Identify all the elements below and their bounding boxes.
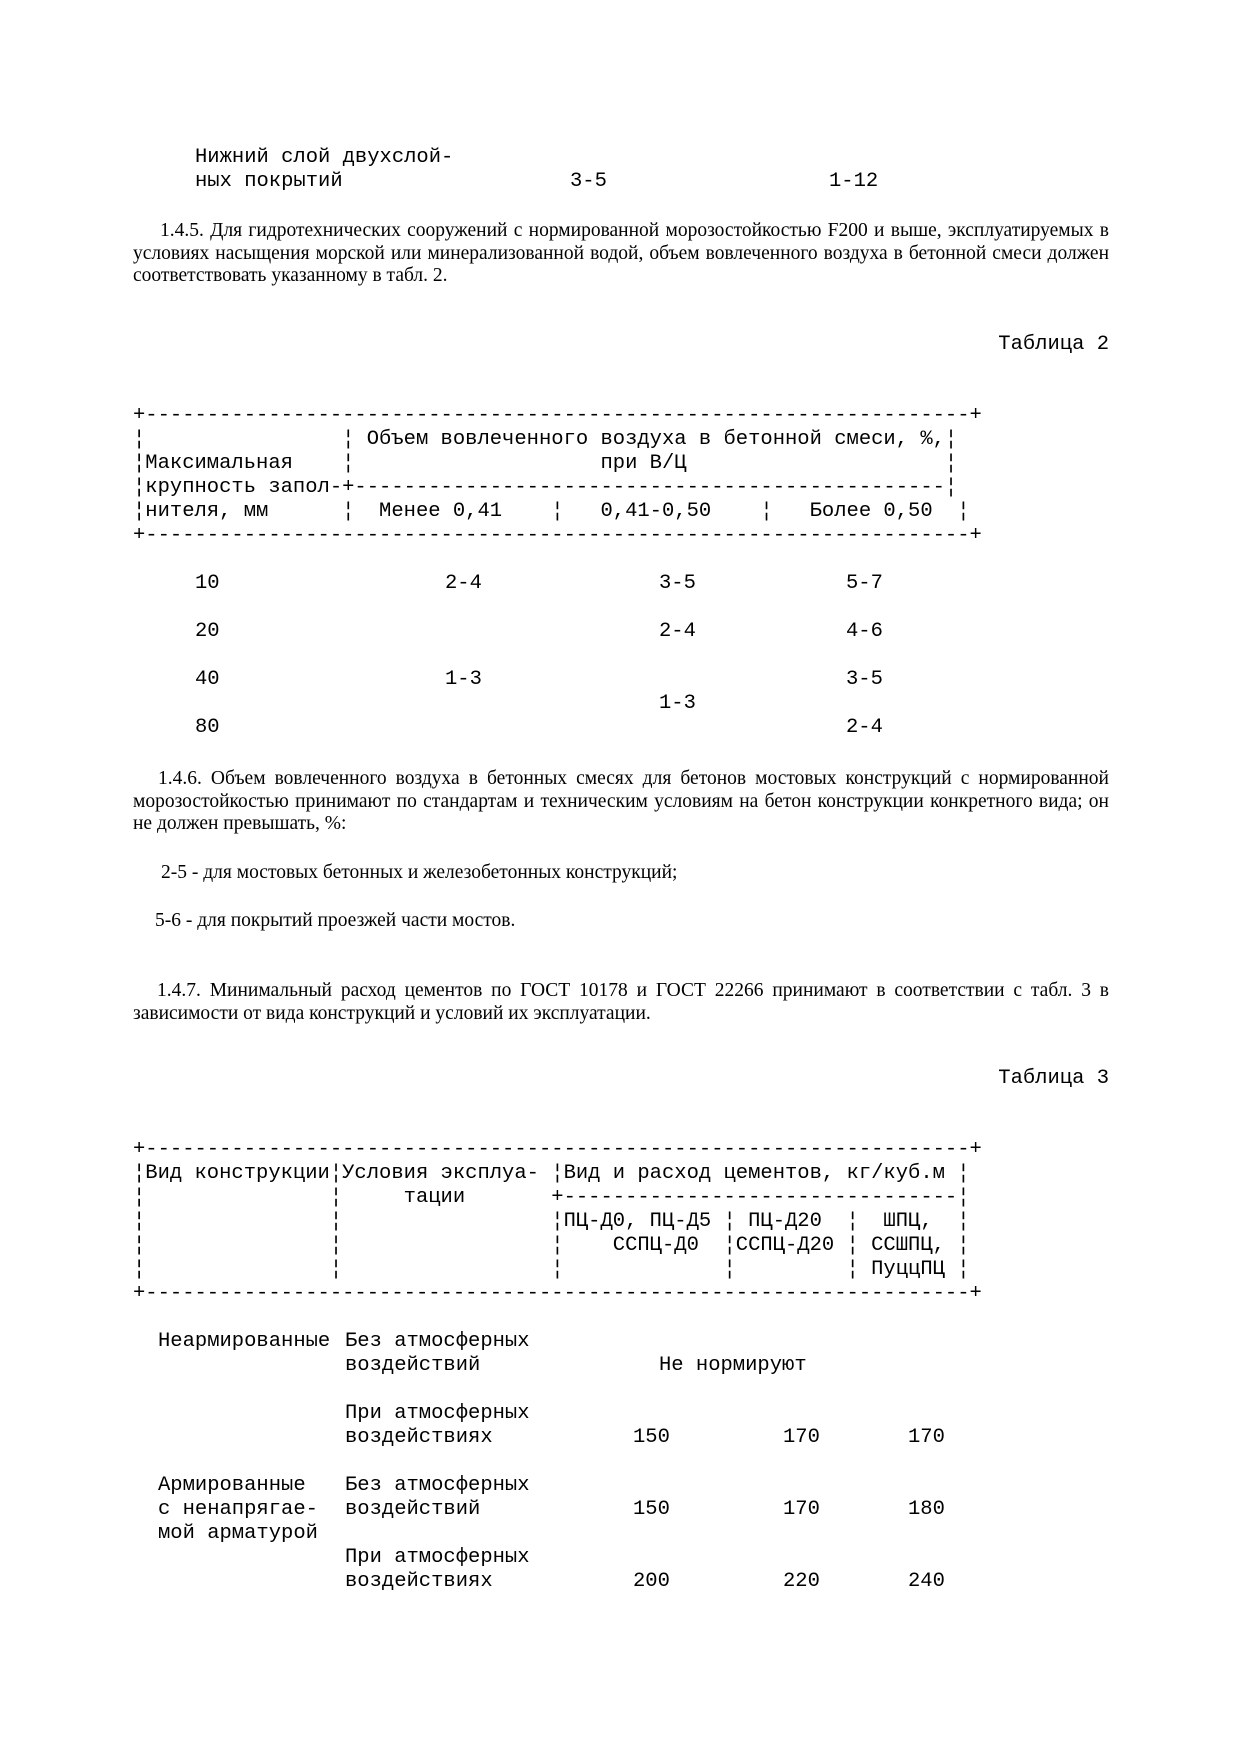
table-3-condition: При атмосферных [345,1546,530,1569]
list-item-5-6: 5-6 - для покрытий проезжей части мостов. [155,910,516,931]
table-3-construction-type: Неармированные [158,1330,331,1353]
table-2-value: 2-4 [445,572,482,595]
table-2-value: 5-7 [846,572,883,595]
table-3-construction-type: Армированные [158,1474,306,1497]
table-2-header-line: +-------------------------------------------------------------------+ [133,404,982,427]
paragraph-1-4-5: 1.4.5. Для гидротехнических сооружений с нормированной морозостойкостью F200 и выше, эксплуатируемых в условиях насыщения морской или минерализованной водой, объем вовлеченного воздуха в бетонной смеси должен соответствовать указанному в табл. 2. [133,220,1109,286]
table-3-condition: воздействий [345,1354,481,1377]
table-3-header-line: +-------------------------------------------------------------------+ [133,1282,982,1305]
table-2-value: 4-6 [846,620,883,643]
table-2-value: 2-4 [659,620,696,643]
table-2-value: 1-3 [445,668,482,691]
prev-table-cell-value-1: 3-5 [570,170,607,193]
table-3-value: 220 [783,1570,820,1593]
paragraph-1-4-6: 1.4.6. Объем вовлеченного воздуха в бетонных смесях для бетонов мостовых конструкций с нормированной морозостойкостью принимают по стандартам и техническим условиям на бетон конструкции конкретного вида; он не должен превышать, %: [133,768,1109,834]
table-3-value: 170 [783,1426,820,1449]
table-2-header-line: ¦крупность запол-+------------------------------------------------¦ [133,476,958,499]
table-3-value-not-normed: Не нормируют [659,1354,807,1377]
table-3-header-line: ¦ ¦ ¦ПЦ-Д0, ПЦ-Д5 ¦ ПЦ-Д20 ¦ ШПЦ, ¦ [133,1210,970,1233]
table-3-value: 180 [908,1498,945,1521]
table-3-header-line: ¦Вид конструкции¦Условия эксплуа- ¦Вид и расход цементов, кг/куб.м ¦ [133,1162,970,1185]
table-3-value: 150 [633,1498,670,1521]
table-3-header-line: ¦ ¦ тации +--------------------------------¦ [133,1186,970,1209]
table-3-condition: При атмосферных [345,1402,530,1425]
table-3-condition: воздействиях [345,1570,493,1593]
table-2-header-line: +-------------------------------------------------------------------+ [133,524,982,547]
table-3-header-line: +-------------------------------------------------------------------+ [133,1138,982,1161]
table-3-construction-type: мой арматурой [158,1522,318,1545]
prev-table-cell-value-2: 1-12 [829,170,879,193]
table-2-header-line: ¦ ¦ Объем вовлеченного воздуха в бетонной смеси, %,¦ [133,428,958,451]
table-2-size: 80 [195,716,220,739]
table-3-value: 170 [908,1426,945,1449]
table-2-header-line: ¦Максимальная ¦ при В/Ц ¦ [133,452,958,475]
table-3-value: 240 [908,1570,945,1593]
table-3-value: 200 [633,1570,670,1593]
table-2-size: 20 [195,620,220,643]
table-3-condition: Без атмосферных [345,1474,530,1497]
table-3-condition: Без атмосферных [345,1330,530,1353]
table-2-value: 3-5 [659,572,696,595]
table-2-size: 40 [195,668,220,691]
prev-table-cell-layer-label-1: Нижний слой двухслой- [195,146,454,169]
prev-table-cell-layer-label-2: ных покрытий [195,170,343,193]
list-item-2-5: 2-5 - для мостовых бетонных и железобетонных конструкций; [161,862,678,883]
table-2-value: 2-4 [846,716,883,739]
table-2-caption: Таблица 2 [998,333,1109,356]
paragraph-1-4-7: 1.4.7. Минимальный расход цементов по ГОСТ 10178 и ГОСТ 22266 принимают в соответствии с табл. 3 в зависимости от вида конструкций и условий их эксплуатации. [133,980,1109,1024]
table-3-condition: воздействий [345,1498,481,1521]
table-3-value: 170 [783,1498,820,1521]
table-2-size: 10 [195,572,220,595]
table-3-condition: воздействиях [345,1426,493,1449]
table-3-value: 150 [633,1426,670,1449]
table-2-value-merged: 1-3 [659,692,696,715]
table-2-value: 3-5 [846,668,883,691]
table-2-header-line: ¦нителя, мм ¦ Менее 0,41 ¦ 0,41-0,50 ¦ Более 0,50 ¦ [133,500,970,523]
table-3-header-line: ¦ ¦ ¦ ¦ ¦ ПуццПЦ ¦ [133,1258,970,1281]
table-3-header-line: ¦ ¦ ¦ ССПЦ-Д0 ¦ССПЦ-Д20 ¦ ССШПЦ, ¦ [133,1234,970,1257]
table-3-construction-type: с ненапрягае- [158,1498,318,1521]
table-3-caption: Таблица 3 [998,1067,1109,1090]
